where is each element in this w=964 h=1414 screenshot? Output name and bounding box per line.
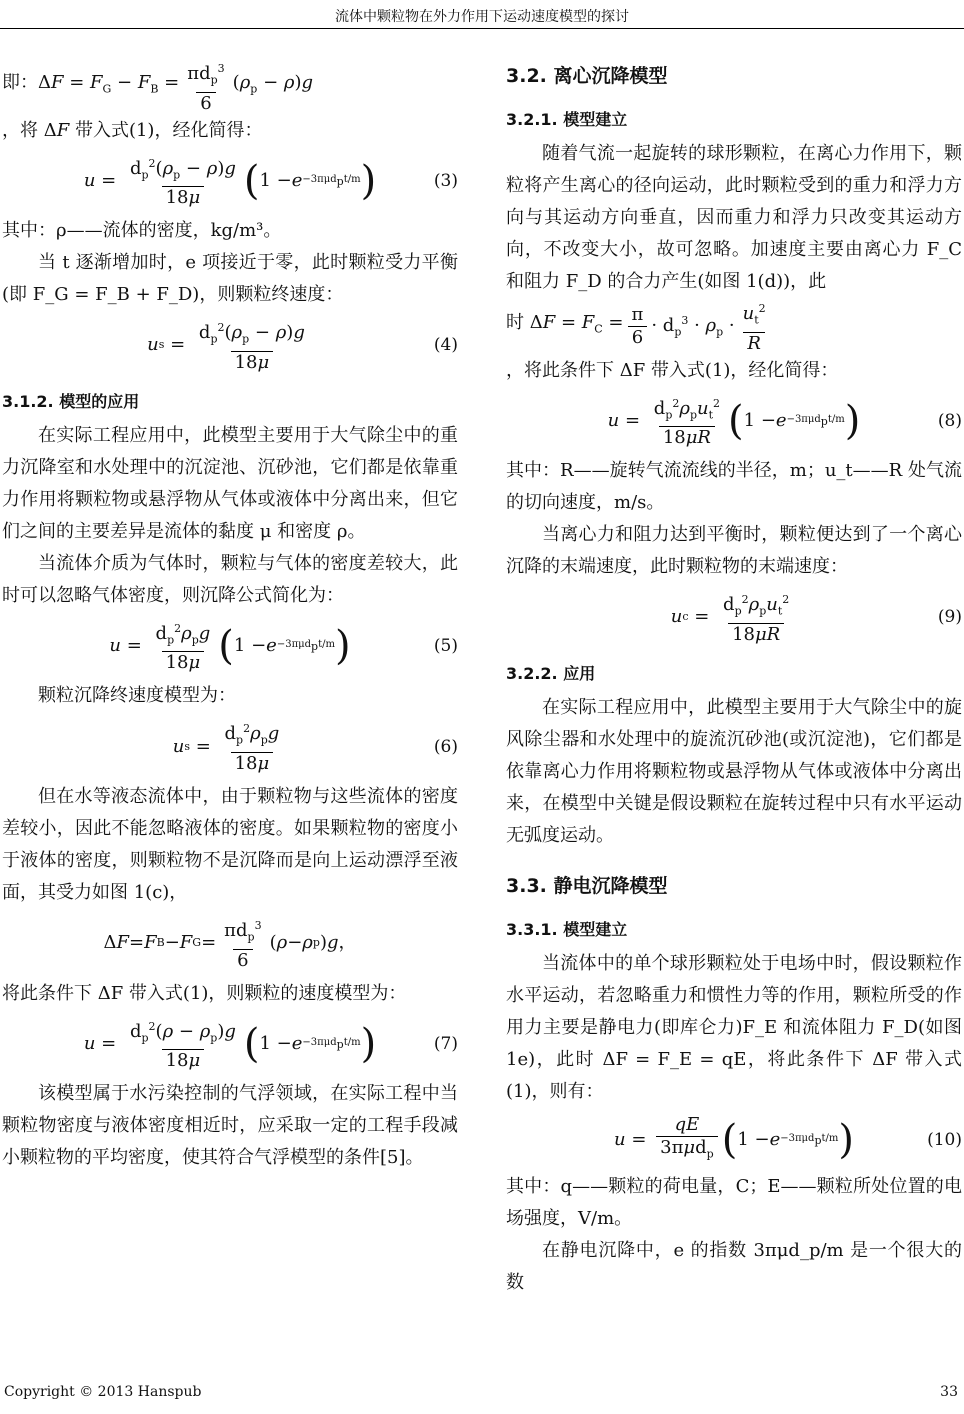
- paragraph-where-r: 其中：R——旋转气流流线的半径，m；u_t——R 处气流的切向速度，m/s。: [506, 460, 962, 514]
- equation-number: (6): [433, 736, 458, 757]
- paragraph-terminal-model: 颗粒沉降终速度模型为：: [38, 685, 236, 707]
- equation-6: u s = $\frac{d_p^2\rho_pg}{18\mu}$ (6): [172, 722, 458, 774]
- page-number: 33: [940, 1384, 958, 1400]
- equation-number: (3): [433, 170, 458, 191]
- equation-9: u c = $\frac{d_p^2\rho_pu_t^2}{18\mu R}$ (9): [670, 593, 962, 645]
- paragraph-exponent: 在静电沉降中，e 的指数 3πμd_p/m 是一个很大的数: [506, 1240, 962, 1294]
- paragraph-where-rho: 其中：ρ——流体的密度，kg/m³。: [2, 220, 282, 242]
- right-column: [506, 58, 962, 1299]
- equation-number: (9): [937, 607, 962, 628]
- paragraph-centrifugal-force: 时 $\Delta F = F_C$ = $\frac{\pi}{6}$ · $d_p^3 \cdot \rho_p$ · $\frac{u_t^2}{R}$: [506, 302, 766, 354]
- paragraph-substitute: ，将 ΔF 带入式(1)，经化简得：: [2, 119, 263, 141]
- paragraph-float-model: 将此条件下 ΔF 带入式(1)，则颗粒的速度模型为：: [2, 982, 407, 1004]
- equation-buoyancy: Δ F = F B − F G = $\frac{\pi d_p^3}{6}$ ( ρ − ρ p ) g ，: [103, 918, 357, 971]
- section-heading-3-1-2: 3.1.2. 模型的应用: [2, 391, 140, 411]
- paragraph-flotation: 该模型属于水污染控制的气浮领域，在实际工程中当颗粒物密度与液体密度相近时，应采取一定的工程手段减小颗粒物的平均密度，使其符合气浮模型的条件[5]。: [2, 1083, 458, 1169]
- equation-number: (7): [433, 1033, 458, 1054]
- equation-5: u = $\frac{d_p^2\rho_pg}{18\mu}$ ( 1 − e −3πμd$_p$t/m ) (5): [109, 621, 458, 674]
- paragraph-centrifugal: 随着气流一起旋转的球形颗粒，在离心力作用下，颗粒将产生离心的径向运动，此时颗粒受到的重力和浮力方向与其运动方向垂直，因而重力和浮力只改变其运动方向，不改变大小，故可忽略。加速度主要由离心力 F_C 和阻力 F_D 的合力产生(如图 1(d))，此: [506, 143, 962, 292]
- section-heading-3-2-1: 3.2.1. 模型建立: [506, 110, 628, 129]
- paragraph-liquid-medium: 但在水等液态流体中，由于颗粒物与这些流体的密度差较小，因此不能忽略液体的密度。如果颗粒物的密度小于液体的密度，则颗粒物不是沉降而是向上运动漂浮至液面，其受力如图 1(c)，: [2, 785, 458, 903]
- equation-number: (5): [433, 636, 458, 657]
- left-column: [2, 58, 458, 1174]
- paragraph-terminal-intro: 当 t 逐渐增加时，e 项接近于零，此时颗粒受力平衡(即 F_G = F_B + F_D)，则颗粒终速度：: [2, 252, 458, 306]
- section-heading-3-3-1: 3.3.1. 模型建立: [506, 919, 628, 939]
- equation-7: u = $\frac{d_p^2(\rho - \rho_p)g}{18\mu}$ ( 1 − e −3πμd$_p$t/m ) (7): [83, 1019, 458, 1072]
- paragraph-where-q: 其中：q——颗粒的荷电量，C；E——颗粒所处位置的电场强度，V/m。: [506, 1176, 962, 1230]
- equation-number: (8): [937, 410, 962, 431]
- paragraph-terminal-centrifugal: 当离心力和阻力达到平衡时，颗粒便达到了一个离心沉降的末端速度，此时颗粒物的末端速度：: [506, 524, 962, 578]
- equation-8: u = $\frac{d_p^2\rho_pu_t^2}{18\mu R}$ ( 1 − e −3πμd$_p$t/m ) (8): [607, 396, 962, 449]
- paragraph-electrostatic: 当流体中的单个球形颗粒处于电场中时，假设颗粒作水平运动，若忽略重力和惯性力等的作用，颗粒所受的作用力主要是静电力(即库仑力)F_E 和流体阻力 F_D(如图 1e)，此时 ΔF = F_E = qE，将此条件下 ΔF 带入式(1)，则有：: [506, 952, 962, 1102]
- footer-copyright: Copyright © 2013 Hanspub: [4, 1384, 202, 1400]
- equation-10: u = $\frac{qE}{3\pi\mu d_p}$ ( 1 − e −3πμd$_p$t/m ) (10): [506, 1114, 962, 1166]
- header-rule: [0, 28, 964, 29]
- running-header: 流体中颗粒物在外力作用下运动速度模型的探讨: [335, 9, 629, 25]
- section-heading-3-3: 3.3. 静电沉降模型: [506, 874, 668, 897]
- paragraph-application: 在实际工程应用中，此模型主要用于大气除尘中的重力沉降室和水处理中的沉淀池、沉砂池，它们都是依靠重力作用将颗粒物或悬浮物从气体或液体中分离出来，但它们之间的主要差异是流体的黏度 μ 和密度 ρ。: [2, 424, 458, 542]
- equation-4: u s = $\frac{d_p^2(\rho_p - \rho)g}{18\mu}$ (4): [147, 321, 458, 373]
- equation-number: (10): [927, 1129, 962, 1150]
- equation-3: u = $\frac{d_p^2(\rho_p - \rho)g}{18\mu}$ ( 1 − e −3πμd$_p$t/m ) (3): [83, 156, 458, 209]
- equation-number: (4): [433, 335, 458, 356]
- paragraph-substitute-2: ，将此条件下 ΔF 带入式(1)，经化简得：: [506, 359, 839, 381]
- paragraph-delta-f: 即：$\Delta F = F_G - F_B$ = $\frac{\pi d_p^3}{6}$ $(\rho_p - \rho)g$: [2, 62, 314, 114]
- paragraph-cyclone: 在实际工程应用中，此模型主要用于大气除尘中的旋风除尘器和水处理中的旋流沉砂池(或沉淀池)，它们都是依靠离心力作用将颗粒物或悬浮物从气体或液体中分离出来，在模型中关键是假设颗粒在旋转过程中只有水平运动无弧度运动。: [506, 696, 962, 846]
- section-heading-3-2-2: 3.2.2. 应用: [506, 663, 596, 683]
- paragraph-gas-medium: 当流体介质为气体时，颗粒与气体的密度差较大，此时可以忽略气体密度，则沉降公式简化为：: [2, 552, 458, 606]
- section-heading-3-2: 3.2. 离心沉降模型: [506, 65, 668, 87]
